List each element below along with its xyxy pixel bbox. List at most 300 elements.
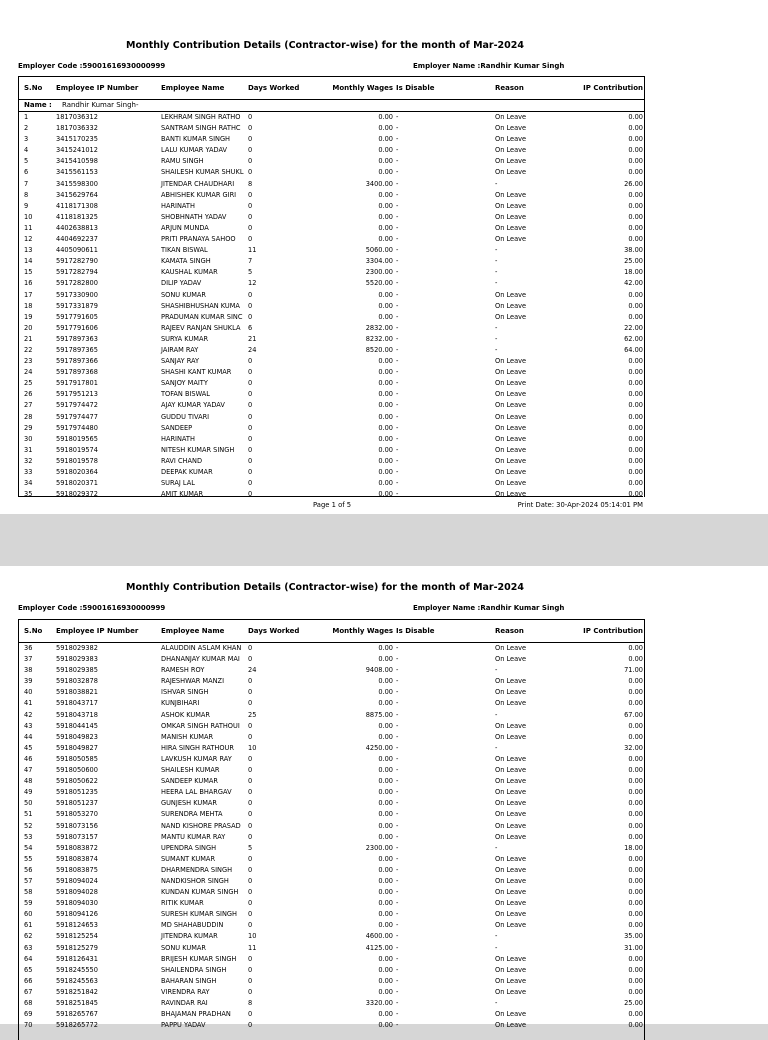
header-ip-contribution: IP Contribution [583, 84, 643, 92]
cell-reason: On Leave [495, 832, 527, 841]
cell-sno: 37 [24, 655, 33, 664]
cell-employee-name: LAVKUSH KUMAR RAY [161, 754, 232, 763]
cell-reason: On Leave [495, 190, 527, 199]
cell-ip-contribution: 0.00 [628, 721, 643, 730]
cell-reason: On Leave [495, 976, 527, 985]
cell-employee-name: BANTI KUMAR SINGH [161, 135, 231, 144]
cell-ip-number: 1817036332 [56, 124, 98, 133]
table-row [19, 423, 644, 434]
cell-sno: 58 [24, 888, 33, 897]
cell-ip-number: 5917974477 [56, 412, 98, 421]
cell-monthly-wages: 8520.00 [365, 345, 393, 354]
cell-is-disable: - [396, 235, 399, 244]
cell-reason: On Leave [495, 456, 527, 465]
cell-ip-number: 3415170235 [56, 135, 98, 144]
cell-monthly-wages: 2832.00 [365, 323, 393, 332]
cell-employee-name: HIRA SINGH RATHOUR [161, 743, 234, 752]
cell-reason: On Leave [495, 766, 527, 775]
cell-ip-number: 5918043717 [56, 699, 98, 708]
cell-days-worked: 0 [248, 445, 253, 454]
cell-is-disable: - [396, 423, 399, 432]
cell-is-disable: - [396, 999, 399, 1007]
cell-monthly-wages: 0.00 [378, 954, 393, 963]
cell-employee-name: KAMATA SINGH [161, 257, 211, 266]
cell-ip-number: 5918251845 [56, 999, 98, 1007]
cell-reason: On Leave [495, 899, 527, 908]
cell-days-worked: 0 [248, 788, 253, 797]
cell-days-worked: 0 [248, 688, 253, 697]
cell-sno: 44 [24, 732, 33, 741]
cell-ip-contribution: 31.00 [624, 943, 643, 952]
cell-reason: On Leave [495, 699, 527, 708]
table-row [19, 965, 644, 976]
cell-ip-number: 5917791606 [56, 323, 98, 332]
cell-ip-contribution: 42.00 [624, 279, 643, 288]
table-row [19, 787, 644, 798]
cell-is-disable: - [396, 810, 399, 819]
table-row [19, 145, 644, 156]
cell-employee-name: MANTU KUMAR RAY [161, 832, 226, 841]
cell-employee-name: PRADUMAN KUMAR SINC [161, 312, 243, 321]
cell-sno: 18 [24, 301, 33, 310]
header-sno: S.No [24, 627, 43, 635]
cell-ip-contribution: 25.00 [624, 999, 643, 1007]
table-row [19, 367, 644, 378]
cell-sno: 3 [24, 135, 29, 144]
cell-ip-contribution: 22.00 [624, 323, 643, 332]
cell-ip-number: 5918126431 [56, 954, 98, 963]
cell-monthly-wages: 0.00 [378, 113, 393, 121]
header-is-disable: Is Disable [396, 627, 435, 635]
employer-code: Employer Code :59001616930000999 [18, 604, 166, 612]
table-row [19, 976, 644, 987]
cell-reason: - [495, 666, 498, 675]
cell-ip-number: 3415629764 [56, 190, 98, 199]
cell-days-worked: 0 [248, 821, 253, 830]
cell-sno: 8 [24, 190, 29, 199]
cell-reason: On Leave [495, 368, 527, 377]
header-sno: S.No [24, 84, 43, 92]
cell-ip-contribution: 0.00 [628, 754, 643, 763]
table-row [19, 467, 644, 478]
cell-ip-number: 1817036312 [56, 113, 98, 121]
cell-reason: On Leave [495, 799, 527, 808]
cell-sno: 69 [24, 1010, 33, 1019]
cell-is-disable: - [396, 644, 399, 652]
cell-ip-contribution: 64.00 [624, 345, 643, 354]
cell-employee-name: RAVI CHAND [161, 456, 203, 465]
header-ip-number: Employee IP Number [56, 627, 139, 635]
cell-days-worked: 0 [248, 412, 253, 421]
cell-sno: 41 [24, 699, 33, 708]
cell-ip-number: 5918038821 [56, 688, 98, 697]
cell-sno: 28 [24, 412, 33, 421]
cell-is-disable: - [396, 212, 399, 221]
cell-is-disable: - [396, 157, 399, 166]
cell-employee-name: MD SHAHABUDDIN [161, 921, 224, 930]
cell-employee-name: SANJOY MAITY [161, 379, 208, 388]
cell-is-disable: - [396, 821, 399, 830]
cell-monthly-wages: 4600.00 [365, 932, 393, 941]
cell-ip-number: 5917897368 [56, 368, 98, 377]
cell-monthly-wages: 0.00 [378, 699, 393, 708]
cell-employee-name: NITESH KUMAR SINGH [161, 445, 235, 454]
cell-is-disable: - [396, 468, 399, 476]
cell-ip-contribution: 0.00 [628, 865, 643, 874]
cell-sno: 51 [24, 810, 33, 819]
cell-days-worked: 11 [248, 246, 257, 255]
table-row [19, 854, 644, 865]
cell-sno: 12 [24, 235, 33, 244]
cell-ip-number: 5917282800 [56, 279, 98, 288]
cell-days-worked: 0 [248, 490, 253, 499]
cell-employee-name: SHAILESH KUMAR [161, 766, 220, 775]
cell-ip-contribution: 0.00 [628, 788, 643, 797]
cell-sno: 32 [24, 456, 33, 465]
cell-is-disable: - [396, 434, 399, 443]
cell-ip-number: 5917282790 [56, 257, 98, 266]
table-row [19, 909, 644, 920]
cell-days-worked: 10 [248, 743, 257, 752]
cell-reason: On Leave [495, 677, 527, 686]
table-row [19, 123, 644, 134]
cell-is-disable: - [396, 932, 399, 941]
cell-days-worked: 0 [248, 832, 253, 841]
cell-ip-number: 5917282794 [56, 268, 98, 277]
cell-employee-name: ASHOK KUMAR [161, 710, 211, 719]
table-row [19, 732, 644, 743]
cell-ip-number: 5918083872 [56, 843, 98, 852]
cell-is-disable: - [396, 1010, 399, 1019]
cell-monthly-wages: 0.00 [378, 688, 393, 697]
cell-ip-contribution: 0.00 [628, 368, 643, 377]
cell-days-worked: 0 [248, 201, 253, 210]
cell-days-worked: 6 [248, 323, 253, 332]
cell-days-worked: 0 [248, 677, 253, 686]
cell-sno: 43 [24, 721, 33, 730]
cell-ip-contribution: 18.00 [624, 843, 643, 852]
cell-days-worked: 5 [248, 843, 253, 852]
cell-is-disable: - [396, 677, 399, 686]
cell-monthly-wages: 0.00 [378, 135, 393, 144]
cell-ip-contribution: 0.00 [628, 423, 643, 432]
cell-reason: On Leave [495, 390, 527, 399]
cell-monthly-wages: 0.00 [378, 854, 393, 863]
table-row [19, 478, 644, 489]
cell-sno: 42 [24, 710, 33, 719]
cell-sno: 34 [24, 479, 33, 488]
table-row [19, 378, 644, 389]
table-row [19, 278, 644, 289]
cell-monthly-wages: 0.00 [378, 357, 393, 366]
cell-is-disable: - [396, 799, 399, 808]
cell-is-disable: - [396, 490, 399, 499]
cell-is-disable: - [396, 655, 399, 664]
cell-employee-name: ISHVAR SINGH [161, 688, 209, 697]
cell-ip-number: 5918251842 [56, 987, 98, 996]
cell-ip-contribution: 0.00 [628, 921, 643, 930]
cell-ip-number: 5918029383 [56, 655, 98, 664]
cell-reason: On Leave [495, 854, 527, 863]
cell-reason: On Leave [495, 468, 527, 476]
cell-employee-name: SANTRAM SINGH RATHC [161, 124, 241, 133]
cell-monthly-wages: 0.00 [378, 976, 393, 985]
table-row [19, 412, 644, 423]
cell-ip-number: 5918029382 [56, 644, 98, 652]
cell-ip-number: 5918245550 [56, 965, 98, 974]
cell-sno: 38 [24, 666, 33, 675]
cell-is-disable: - [396, 368, 399, 377]
cell-monthly-wages: 0.00 [378, 721, 393, 730]
cell-monthly-wages: 0.00 [378, 876, 393, 885]
cell-reason: On Leave [495, 312, 527, 321]
cell-reason: - [495, 334, 498, 343]
cell-ip-contribution: 0.00 [628, 379, 643, 388]
cell-days-worked: 0 [248, 876, 253, 885]
cell-monthly-wages: 0.00 [378, 479, 393, 488]
employer-name: Employer Name :Randhir Kumar Singh [413, 604, 565, 612]
cell-ip-number: 5918083874 [56, 854, 98, 863]
cell-is-disable: - [396, 390, 399, 399]
cell-ip-number: 5918019565 [56, 434, 98, 443]
cell-reason: On Leave [495, 655, 527, 664]
cell-days-worked: 0 [248, 423, 253, 432]
cell-employee-name: OMKAR SINGH RATHOUI [161, 721, 240, 730]
cell-reason: - [495, 843, 498, 852]
table-row [19, 665, 644, 676]
cell-ip-number: 4404692237 [56, 235, 98, 244]
cell-is-disable: - [396, 965, 399, 974]
table-row [19, 434, 644, 445]
cell-ip-number: 5918050622 [56, 777, 98, 786]
cell-ip-number: 5918019574 [56, 445, 98, 454]
cell-is-disable: - [396, 179, 399, 188]
cell-is-disable: - [396, 479, 399, 488]
cell-ip-contribution: 0.00 [628, 190, 643, 199]
cell-ip-contribution: 0.00 [628, 832, 643, 841]
cell-monthly-wages: 0.00 [378, 766, 393, 775]
table-row [19, 776, 644, 787]
cell-is-disable: - [396, 113, 399, 121]
cell-is-disable: - [396, 666, 399, 675]
cell-employee-name: SANDEEP [161, 423, 193, 432]
cell-reason: On Leave [495, 379, 527, 388]
cell-ip-number: 5918094030 [56, 899, 98, 908]
cell-is-disable: - [396, 445, 399, 454]
cell-ip-number: 5918049823 [56, 732, 98, 741]
cell-ip-number: 5918125279 [56, 943, 98, 952]
table-row [19, 267, 644, 278]
cell-monthly-wages: 0.00 [378, 146, 393, 155]
cell-reason: On Leave [495, 301, 527, 310]
table-row [19, 954, 644, 965]
cell-monthly-wages: 0.00 [378, 910, 393, 919]
cell-sno: 53 [24, 832, 33, 841]
cell-reason: On Leave [495, 987, 527, 996]
table-row [19, 821, 644, 832]
cell-days-worked: 0 [248, 655, 253, 664]
cell-reason: - [495, 710, 498, 719]
cell-days-worked: 0 [248, 766, 253, 775]
cell-reason: - [495, 246, 498, 255]
table-row [19, 301, 644, 312]
cell-employee-name: SURENDRA MEHTA [161, 810, 223, 819]
cell-reason: - [495, 323, 498, 332]
cell-days-worked: 0 [248, 223, 253, 232]
contractor-name: Randhir Kumar Singh- [62, 101, 139, 109]
cell-reason: On Leave [495, 201, 527, 210]
cell-sno: 16 [24, 279, 33, 288]
cell-employee-name: SURAJ LAL [161, 479, 195, 488]
cell-employee-name: DHARMENDRA SINGH [161, 865, 233, 874]
cell-ip-contribution: 71.00 [624, 666, 643, 675]
cell-monthly-wages: 0.00 [378, 434, 393, 443]
cell-employee-name: VIRENDRA RAY [161, 987, 210, 996]
cell-monthly-wages: 0.00 [378, 832, 393, 841]
cell-sno: 62 [24, 932, 33, 941]
cell-days-worked: 0 [248, 368, 253, 377]
cell-reason: On Leave [495, 965, 527, 974]
cell-reason: On Leave [495, 490, 527, 499]
cell-is-disable: - [396, 223, 399, 232]
cell-sno: 65 [24, 965, 33, 974]
cell-ip-contribution: 0.00 [628, 1021, 643, 1030]
cell-monthly-wages: 0.00 [378, 754, 393, 763]
cell-employee-name: RAVINDAR RAI [161, 999, 208, 1007]
cell-employee-name: ABHISHEK KUMAR GIRI [161, 190, 237, 199]
cell-ip-contribution: 0.00 [628, 777, 643, 786]
cell-reason: On Leave [495, 290, 527, 299]
cell-days-worked: 0 [248, 434, 253, 443]
cell-sno: 40 [24, 688, 33, 697]
cell-reason: On Leave [495, 876, 527, 885]
cell-ip-number: 5917330900 [56, 290, 98, 299]
cell-is-disable: - [396, 777, 399, 786]
cell-ip-number: 3415561153 [56, 168, 98, 177]
cell-monthly-wages: 0.00 [378, 644, 393, 652]
cell-employee-name: PRITI PRANAYA SAHOO [161, 235, 236, 244]
cell-ip-number: 5918020371 [56, 479, 98, 488]
cell-ip-number: 5918043718 [56, 710, 98, 719]
cell-ip-number: 4118181325 [56, 212, 98, 221]
cell-days-worked: 0 [248, 644, 253, 652]
cell-reason: On Leave [495, 754, 527, 763]
cell-sno: 27 [24, 401, 33, 410]
cell-reason: On Leave [495, 888, 527, 897]
cell-ip-contribution: 0.00 [628, 876, 643, 885]
cell-days-worked: 0 [248, 854, 253, 863]
cell-employee-name: DILIP YADAV [161, 279, 202, 288]
table-header [19, 77, 644, 100]
contractor-name-row [19, 100, 644, 112]
cell-is-disable: - [396, 257, 399, 266]
cell-employee-name: RITIK KUMAR [161, 899, 204, 908]
table-row [19, 920, 644, 931]
cell-ip-number: 5918050600 [56, 766, 98, 775]
header-ip-contribution: IP Contribution [583, 627, 643, 635]
cell-days-worked: 0 [248, 401, 253, 410]
cell-days-worked: 0 [248, 468, 253, 476]
cell-monthly-wages: 0.00 [378, 799, 393, 808]
cell-is-disable: - [396, 899, 399, 908]
table-row [19, 179, 644, 190]
cell-monthly-wages: 0.00 [378, 490, 393, 499]
cell-sno: 10 [24, 212, 33, 221]
cell-sno: 17 [24, 290, 33, 299]
cell-ip-contribution: 0.00 [628, 821, 643, 830]
cell-ip-contribution: 0.00 [628, 301, 643, 310]
cell-ip-number: 5918053270 [56, 810, 98, 819]
cell-is-disable: - [396, 832, 399, 841]
cell-ip-contribution: 0.00 [628, 146, 643, 155]
cell-ip-number: 5918044145 [56, 721, 98, 730]
table-row [19, 721, 644, 732]
cell-employee-name: DEEPAK KUMAR [161, 468, 213, 476]
table-row [19, 1020, 644, 1031]
table-row [19, 445, 644, 456]
cell-reason: On Leave [495, 788, 527, 797]
cell-employee-name: SURYA KUMAR [161, 334, 209, 343]
cell-employee-name: LALU KUMAR YADAV [161, 146, 228, 155]
cell-sno: 56 [24, 865, 33, 874]
cell-days-worked: 0 [248, 965, 253, 974]
cell-ip-number: 5917974480 [56, 423, 98, 432]
cell-sno: 70 [24, 1021, 33, 1030]
cell-sno: 1 [24, 113, 29, 121]
cell-sno: 61 [24, 921, 33, 930]
cell-employee-name: KAUSHAL KUMAR [161, 268, 218, 277]
cell-monthly-wages: 4250.00 [365, 743, 393, 752]
table-row [19, 887, 644, 898]
cell-sno: 39 [24, 677, 33, 686]
employer-code: Employer Code :59001616930000999 [18, 62, 166, 70]
cell-employee-name: TOFAN BISWAL [161, 390, 210, 399]
cell-sno: 13 [24, 246, 33, 255]
cell-monthly-wages: 8875.00 [365, 710, 393, 719]
table-row [19, 400, 644, 411]
cell-monthly-wages: 0.00 [378, 1021, 393, 1030]
cell-monthly-wages: 0.00 [378, 390, 393, 399]
cell-sno: 6 [24, 168, 29, 177]
cell-reason: - [495, 268, 498, 277]
header-ip-number: Employee IP Number [56, 84, 139, 92]
cell-ip-number: 5917331879 [56, 301, 98, 310]
table-row [19, 190, 644, 201]
cell-days-worked: 0 [248, 699, 253, 708]
cell-reason: On Leave [495, 223, 527, 232]
cell-is-disable: - [396, 124, 399, 133]
cell-ip-contribution: 0.00 [628, 976, 643, 985]
cell-ip-number: 4118171308 [56, 201, 98, 210]
cell-reason: On Leave [495, 821, 527, 830]
cell-employee-name: SHAILENDRA SINGH [161, 965, 227, 974]
cell-monthly-wages: 0.00 [378, 190, 393, 199]
cell-is-disable: - [396, 888, 399, 897]
cell-reason: - [495, 999, 498, 1007]
cell-employee-name: SHOBHNATH YADAV [161, 212, 227, 221]
cell-reason: On Leave [495, 357, 527, 366]
cell-days-worked: 0 [248, 987, 253, 996]
cell-ip-number: 5917917801 [56, 379, 98, 388]
cell-days-worked: 7 [248, 257, 253, 266]
cell-sno: 55 [24, 854, 33, 863]
table-body [19, 643, 644, 1031]
cell-sno: 33 [24, 468, 33, 476]
cell-sno: 23 [24, 357, 33, 366]
cell-reason: - [495, 943, 498, 952]
cell-reason: - [495, 257, 498, 266]
cell-ip-number: 5918125254 [56, 932, 98, 941]
